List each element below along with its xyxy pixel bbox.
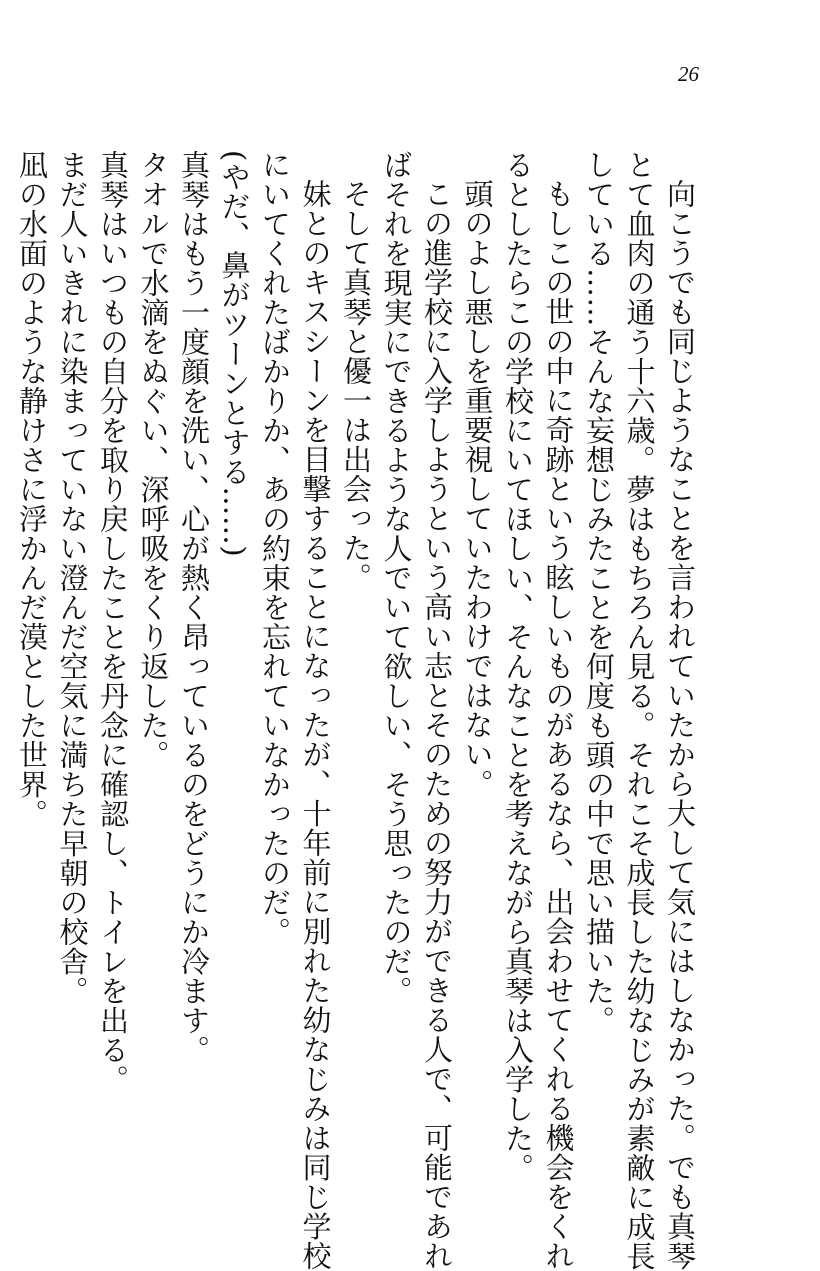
text-line: この進学校に入学しようという高い志とそのための努力ができる人で、可能であれ bbox=[420, 179, 454, 1271]
text-line: にいてくれたばかりか、あの約束を忘れていなかったのだ。 bbox=[258, 150, 292, 947]
text-line: ばそれを現実にできるような人でいて欲しい、そう思ったのだ。 bbox=[379, 150, 414, 1006]
text-line: もしこの世の中に奇跡という眩しいものがあるなら、出会わせてくれる機会をくれ bbox=[541, 179, 576, 1271]
text-line: 凪の水面のような静けさに浮かんだ漠とした世界。 bbox=[15, 150, 49, 829]
text-line: そして真琴と優一は出会った。 bbox=[339, 179, 373, 592]
text-line: タオルで水滴をぬぐい、深呼吸をくり返した。 bbox=[136, 150, 171, 770]
text-line: とて血肉の通う十六歳。夢はもちろん見る。それこそ成長した幼なじみが素敵に成長 bbox=[622, 150, 657, 1271]
text-line: (やだ、鼻がツーンとする……) bbox=[217, 150, 252, 558]
text-line: 真琴はいつもの自分を取り戻したことを丹念に確認し、トイレを出る。 bbox=[96, 150, 130, 1094]
text-line: 妹とのキスシーンを目撃することになったが、十年前に別れた幼なじみは同じ学校 bbox=[298, 179, 333, 1271]
text-line: している……そんな妄想じみたことを何度も頭の中で思い描いた。 bbox=[582, 150, 616, 1035]
text-line: 真琴はもう一度顔を洗い、心が熱く昂っているのをどうにか冷ます。 bbox=[177, 150, 211, 1065]
page-number: 26 bbox=[678, 62, 699, 86]
novel-text bbox=[12, 150, 701, 1271]
text-line: るとしたらこの学校にいてほしい、そんなことを考えながら真琴は入学した。 bbox=[501, 150, 535, 1183]
text-line: 頭のよし悪しを重要視していたわけではない。 bbox=[460, 179, 495, 799]
text-line: 向こうでも同じようなことを言われていたから大して気にはしなかった。でも真琴 bbox=[663, 179, 697, 1271]
text-line: まだ人いきれに染まっていない澄んだ空気に満ちた早朝の校舎。 bbox=[55, 150, 90, 1006]
